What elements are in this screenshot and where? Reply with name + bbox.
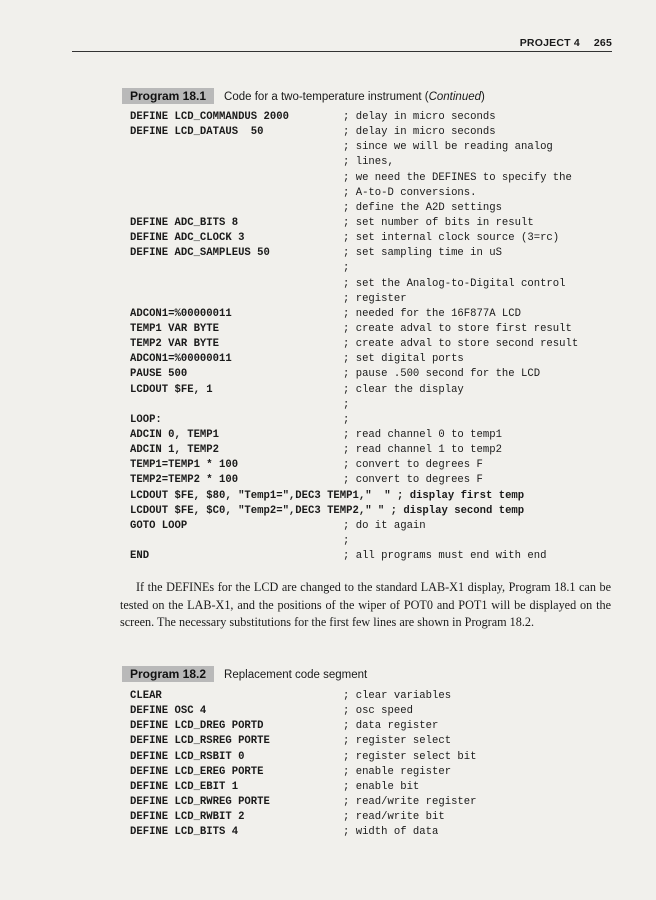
code-statement: DEFINE LCD_EBIT 1	[130, 780, 239, 793]
code-comment: ;	[343, 398, 350, 411]
code-comment: ; needed for the 16F877A LCD	[343, 307, 522, 320]
code-comment: ;	[343, 262, 350, 275]
code-statement: DEFINE LCD_RWBIT 2	[130, 811, 245, 824]
running-head	[520, 37, 612, 49]
code-statement: DEFINE ADC_SAMPLEUS 50	[130, 247, 270, 260]
code-comment: ; register select	[343, 735, 452, 748]
code-statement: DEFINE LCD_RSBIT 0	[130, 750, 245, 763]
code-statement: ADCON1=%00000011	[130, 353, 232, 366]
code-comment: ;	[343, 413, 350, 426]
code-statement: END	[130, 550, 150, 563]
code-comment: ; set the Analog-to-Digital control	[343, 277, 566, 290]
code-comment: ; pause .500 second for the LCD	[343, 368, 541, 381]
code-statement: DEFINE LCD_RSREG PORTE	[130, 735, 270, 748]
project-label: PROJECT 4	[519, 37, 580, 49]
code-statement: ADCIN 1, TEMP2	[130, 444, 220, 457]
code-comment: ; since we will be reading analog	[343, 141, 553, 154]
program-18-2-title: Replacement code segment	[224, 669, 368, 681]
code-statement: GOTO LOOP	[130, 519, 188, 532]
code-comment: ; read/write register	[343, 795, 477, 808]
code-comment: ; do it again	[343, 519, 426, 532]
code-comment: ; set internal clock source (3=rc)	[343, 232, 560, 245]
code-statement: ADCON1=%00000011	[130, 307, 232, 320]
code-comment: ; we need the DEFINES to specify the	[343, 171, 572, 184]
program-18-2-caption	[122, 666, 367, 682]
program-18-1-caption	[122, 88, 485, 104]
code-comment: ; enable bit	[343, 780, 420, 793]
code-comment: ; create adval to store first result	[343, 322, 572, 335]
code-statement: DEFINE LCD_RWREG PORTE	[130, 795, 270, 808]
code-comment: ; clear the display	[343, 383, 464, 396]
code-comment: ; read channel 1 to temp2	[343, 444, 502, 457]
code-comment: ; delay in micro seconds	[343, 111, 496, 123]
code-statement: DEFINE LCD_EREG PORTE	[130, 765, 264, 778]
code-comment: ; lines,	[343, 156, 394, 169]
code-statement: LOOP:	[130, 413, 162, 426]
code-statement: LCDOUT $FE, $80, "Temp1=",DEC3 TEMP1," " ; display first temp	[130, 489, 525, 502]
page-number: 265	[593, 37, 612, 49]
code-comment: ; enable register	[343, 765, 452, 778]
code-comment: ; register	[343, 292, 407, 305]
code-statement: TEMP1=TEMP1 * 100	[130, 459, 239, 472]
code-statement: PAUSE 500	[130, 368, 188, 381]
code-statement: DEFINE LCD_DATAUS 50	[130, 126, 264, 139]
code-statement: DEFINE LCD_COMMANDUS 2000	[130, 111, 289, 123]
code-statement: DEFINE ADC_BITS 8	[130, 216, 239, 229]
code-statement: LCDOUT $FE, 1	[130, 383, 213, 396]
program-18-1-title-italic: Continued	[428, 91, 482, 103]
code-statement: DEFINE OSC 4	[130, 705, 207, 718]
code-comment: ; convert to degrees F	[343, 459, 483, 472]
code-comment: ; osc speed	[343, 705, 413, 718]
code-statement: LCDOUT $FE, $C0, "Temp2=",DEC3 TEMP2," " ; display second temp	[130, 504, 525, 517]
program-18-2-tag: Program 18.2	[122, 666, 214, 682]
code-comment: ; set number of bits in result	[343, 216, 534, 229]
code-statement: DEFINE ADC_CLOCK 3	[130, 232, 245, 245]
code-comment: ; data register	[343, 720, 439, 733]
code-comment: ; convert to degrees F	[343, 474, 483, 487]
code-statement: ADCIN 0, TEMP1	[130, 428, 220, 441]
code-comment: ; all programs must end with end	[343, 550, 547, 563]
code-statement: TEMP2=TEMP2 * 100	[130, 474, 239, 487]
program-18-1-title-end: )	[481, 91, 485, 103]
code-comment: ; set sampling time in uS	[343, 247, 502, 260]
code-comment: ; delay in micro seconds	[343, 126, 496, 139]
code-statement: DEFINE LCD_BITS 4	[130, 826, 239, 839]
code-comment: ; create adval to store second result	[343, 338, 579, 351]
code-comment: ; A-to-D conversions.	[343, 186, 477, 199]
code-comment: ; read channel 0 to temp1	[343, 428, 502, 441]
code-statement: CLEAR	[130, 690, 162, 702]
header-rule	[72, 51, 612, 52]
body-paragraph: If the DEFINEs for the LCD are changed to the standard LAB-X1 display, Program 18.1 can be tested on the LAB-X1, and the positions of the wiper of POT0 and POT1 will be displayed on the screen. The necessary substitutions for the first few lines are shown in Program 18.2.	[120, 580, 611, 629]
code-comment: ; width of data	[343, 826, 439, 839]
program-18-1-tag: Program 18.1	[122, 88, 214, 104]
program-18-1-title: Code for a two-temperature instrument (	[224, 91, 429, 103]
code-comment: ;	[343, 534, 350, 547]
code-comment: ; clear variables	[343, 690, 452, 702]
code-comment: ; define the A2D settings	[343, 201, 502, 214]
code-statement: TEMP2 VAR BYTE	[130, 338, 220, 351]
code-comment: ; read/write bit	[343, 811, 445, 824]
code-statement: DEFINE LCD_DREG PORTD	[130, 720, 264, 733]
code-statement: TEMP1 VAR BYTE	[130, 322, 220, 335]
code-comment: ; register select bit	[343, 750, 477, 763]
code-comment: ; set digital ports	[343, 353, 464, 366]
